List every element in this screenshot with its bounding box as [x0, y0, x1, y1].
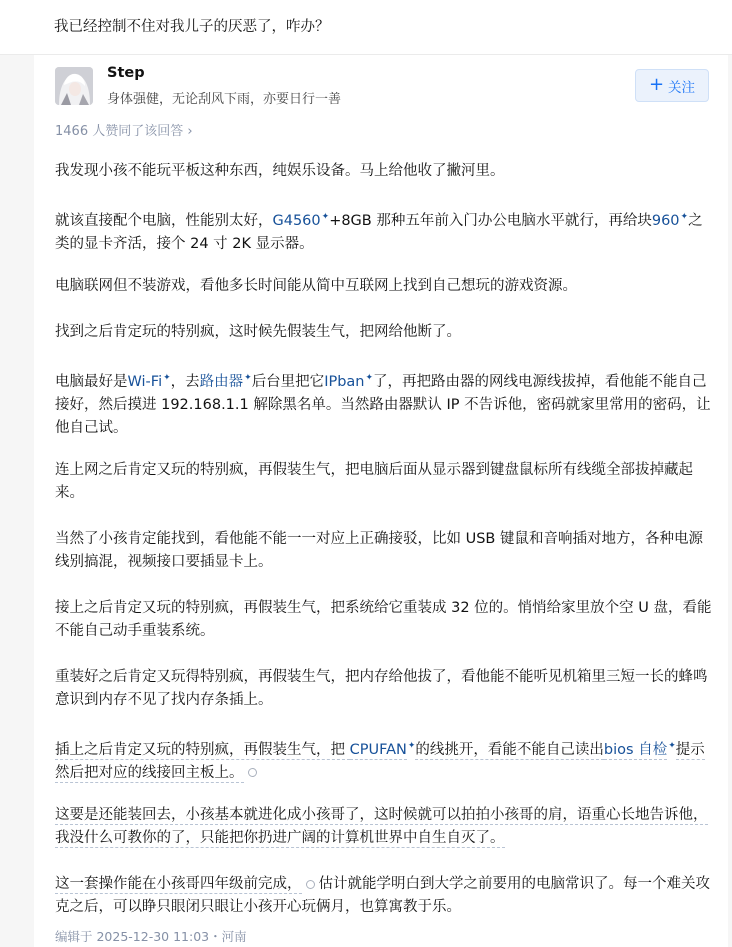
- search-star-icon: ✦: [163, 373, 171, 383]
- answer-paragraph: 当然了小孩肯定能找到，看他能不能一一对应上正确接驳，比如 USB 键鼠和音响插对地方，各种电源线别搞混，视频接口要插显卡上。: [55, 531, 703, 570]
- author-bio: 身体强健，无论刮风下雨，亦要日行一善: [107, 92, 342, 107]
- search-star-icon: ✦: [365, 373, 374, 383]
- keyword-link[interactable]: G4560: [272, 212, 321, 229]
- answer-card: [34, 55, 728, 947]
- question-title[interactable]: 我已经控制不住对我儿子的厌恶了，咋办？: [54, 19, 330, 35]
- keyword-link[interactable]: CPUFAN: [349, 741, 407, 758]
- keyword-link[interactable]: 960: [651, 212, 680, 229]
- comment-marker-icon[interactable]: [248, 768, 257, 777]
- anime-avatar-icon: [55, 67, 93, 105]
- author-name[interactable]: Step: [107, 65, 145, 81]
- comment-marker-icon[interactable]: [306, 880, 315, 889]
- search-star-icon: ✦: [321, 212, 330, 222]
- chevron-right-icon: ›: [187, 124, 193, 139]
- keyword-link[interactable]: 路由器: [199, 373, 244, 390]
- answer-paragraph: 就该直接配个电脑，性能别太好，G4560✦+8GB 那种五年前入门办公电脑水平就行，再给块960✦之类的显卡齐活，接个 24 寸 2K 显示器。: [55, 212, 703, 252]
- edit-info: 编辑于 2025-12-30 11:03・河南: [55, 929, 247, 944]
- answer-paragraph: 这要是还能装回去，小孩基本就进化成小孩哥了，这时候就可以拍拍小孩哥的肩，语重心长地告诉他，我没什么可教你的了，只能把你扔进广阔的计算机世界中自生自灭了。: [55, 807, 708, 846]
- author-avatar[interactable]: [55, 67, 93, 105]
- follow-button[interactable]: [635, 69, 709, 102]
- answer-paragraph: 找到之后肯定玩的特别疯，这时候先假装生气，把网给他断了。: [55, 324, 461, 340]
- vote-count[interactable]: 1466 人赞同了该回答 ›: [55, 124, 193, 139]
- plus-icon: +: [648, 73, 665, 95]
- answer-paragraph: 我发现小孩不能玩平板这种东西，纯娱乐设备。马上给他收了撇河里。: [55, 163, 505, 179]
- answer-paragraph: 电脑最好是Wi-Fi✦，去路由器✦后台里把它IPban✦了，再把路由器的网线电源线拔掉，看他能不能自己接好，然后摸进 192.168.1.1 解除黑名单。当然路由器默认 IP 不告诉他，密码就家里常用的密码，让他自己试。: [55, 373, 711, 436]
- search-star-icon: ✦: [668, 741, 676, 751]
- answer-paragraph: 连上网之后肯定又玩的特别疯，再假装生气，把电脑后面从显示器到键盘鼠标所有线缆全部拔掉藏起来。: [55, 462, 693, 501]
- answer-paragraph: 接上之后肯定又玩的特别疯，再假装生气，把系统给它重装成 32 位的。悄悄给家里放个空 U 盘，看能不能自己动手重装系统。: [55, 600, 712, 639]
- follow-label: 关注: [668, 79, 696, 96]
- search-star-icon: ✦: [407, 741, 416, 751]
- search-star-icon: ✦: [244, 373, 252, 383]
- keyword-link[interactable]: Wi-Fi: [127, 373, 163, 390]
- answer-paragraph: 插上之后肯定又玩的特别疯，再假装生气，把 CPUFAN✦的线挑开，看能不能自己读出bios 自检✦提示然后把对应的线接回主板上。: [55, 741, 705, 781]
- answer-paragraph: 电脑联网但不装游戏，看他多长时间能从简中互联网上找到自己想玩的游戏资源。: [55, 278, 577, 294]
- answer-paragraph: 这一套操作能在小孩哥四年级前完成， 估计就能学明白到大学之前要用的电脑常识了。每一个难关攻克之后，可以睁只眼闭只眼让小孩开心玩俩月，也算寓教于乐。: [55, 876, 710, 915]
- search-star-icon: ✦: [680, 212, 689, 222]
- question-header: [0, 0, 732, 55]
- keyword-link[interactable]: bios 自检: [603, 741, 668, 758]
- keyword-link[interactable]: IPban: [324, 373, 365, 390]
- answer-paragraph: 重装好之后肯定又玩得特别疯，再假装生气，把内存给他拔了，看他能不能听见机箱里三短一长的蜂鸣意识到内存不见了找内存条插上。: [55, 669, 708, 708]
